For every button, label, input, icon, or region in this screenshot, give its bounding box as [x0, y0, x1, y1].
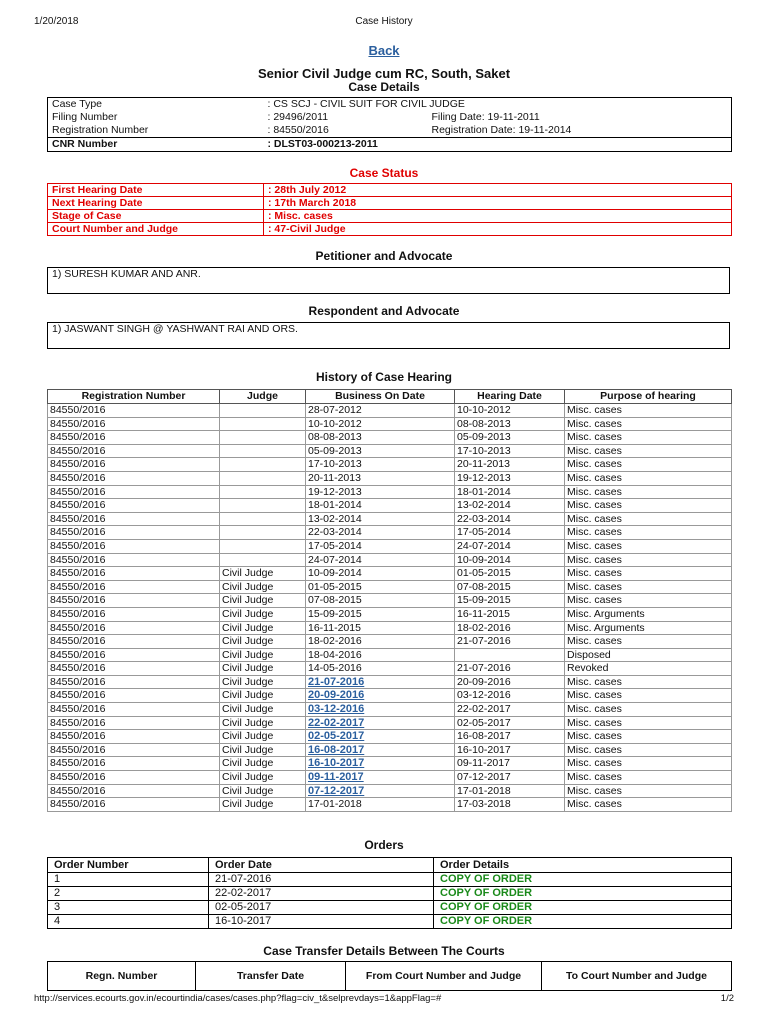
table-cell: 07-08-2015	[455, 580, 565, 594]
status-row	[48, 197, 732, 210]
table-cell: Misc. cases	[565, 499, 732, 513]
table-cell: Misc. cases	[565, 730, 732, 744]
table-cell: 19-12-2013	[306, 485, 455, 499]
table-cell: 16-10-2017	[455, 743, 565, 757]
table-cell: 15-09-2015	[306, 607, 455, 621]
table-cell: 17-01-2018	[455, 784, 565, 798]
table-cell: Misc. cases	[565, 471, 732, 485]
table-cell: 08-08-2013	[455, 417, 565, 431]
table-row	[48, 404, 732, 418]
table-cell: 84550/2016	[48, 662, 220, 676]
table-row	[48, 798, 732, 812]
table-cell: 02-05-2017	[209, 901, 434, 915]
table-cell: 84550/2016	[48, 539, 220, 553]
table-cell: Civil Judge	[220, 662, 306, 676]
table-cell: Civil Judge	[220, 716, 306, 730]
registration-number-label: Registration Number	[52, 124, 149, 136]
case-status-heading: Case Status	[349, 166, 419, 180]
table-cell: Misc. cases	[565, 635, 732, 649]
print-date: 1/20/2018	[34, 16, 79, 27]
case-type-value: : CS SCJ - CIVIL SUIT FOR CIVIL JUDGE	[267, 98, 465, 110]
business-date-link[interactable]: 21-07-2016	[306, 675, 455, 689]
table-cell: Civil Judge	[220, 607, 306, 621]
business-date-link[interactable]: 22-02-2017	[306, 716, 455, 730]
table-cell: 84550/2016	[48, 512, 220, 526]
business-date-link[interactable]: 03-12-2016	[306, 703, 455, 717]
filing-date: Filing Date: 19-11-2011	[431, 111, 540, 123]
table-cell: Civil Judge	[220, 689, 306, 703]
table-cell: Civil Judge	[220, 743, 306, 757]
table-row	[48, 662, 732, 676]
table-cell: 21-07-2016	[455, 635, 565, 649]
table-cell: 84550/2016	[48, 485, 220, 499]
table-row	[48, 526, 732, 540]
history-column-header: Hearing Date	[455, 390, 565, 404]
table-cell: 18-02-2016	[306, 635, 455, 649]
status-row	[48, 223, 732, 236]
table-cell: 07-12-2017	[455, 771, 565, 785]
table-cell	[455, 648, 565, 662]
table-cell	[220, 553, 306, 567]
table-cell: 10-09-2014	[455, 553, 565, 567]
table-cell: 16-08-2017	[455, 730, 565, 744]
table-cell: 16-11-2015	[306, 621, 455, 635]
table-cell: 18-01-2014	[306, 499, 455, 513]
table-row	[48, 607, 732, 621]
table-cell: 84550/2016	[48, 621, 220, 635]
table-cell: 84550/2016	[48, 607, 220, 621]
case-type-label: Case Type	[52, 98, 103, 110]
print-footer	[34, 993, 734, 1007]
page-number: 1/2	[720, 993, 734, 1004]
registration-date: Registration Date: 19-11-2014	[431, 124, 572, 136]
table-cell: 13-02-2014	[306, 512, 455, 526]
petitioner-box: 1) SURESH KUMAR AND ANR.	[47, 267, 730, 294]
table-cell: Misc. cases	[565, 417, 732, 431]
table-cell: 84550/2016	[48, 730, 220, 744]
table-cell: 17-03-2018	[455, 798, 565, 812]
table-cell: Civil Judge	[220, 648, 306, 662]
table-cell: 18-04-2016	[306, 648, 455, 662]
page-url: http://services.ecourts.gov.in/ecourtindia/cases/cases.php?flag=civ_t&selprevdays=1&appFlag=#	[34, 993, 442, 1004]
table-row	[48, 594, 732, 608]
table-cell: 2	[48, 887, 209, 901]
business-date-link[interactable]: 20-09-2016	[306, 689, 455, 703]
transfer-column-header: From Court Number and Judge	[346, 962, 542, 991]
transfer-column-header: Regn. Number	[48, 962, 196, 991]
table-cell: Misc. cases	[565, 594, 732, 608]
table-cell: Misc. cases	[565, 757, 732, 771]
table-row	[48, 471, 732, 485]
transfer-heading: Case Transfer Details Between The Courts	[263, 944, 505, 958]
table-row	[48, 444, 732, 458]
table-cell: 84550/2016	[48, 716, 220, 730]
status-row	[48, 210, 732, 223]
table-cell: 28-07-2012	[306, 404, 455, 418]
table-cell: Misc. cases	[565, 553, 732, 567]
table-cell: Misc. cases	[565, 539, 732, 553]
orders-table	[47, 857, 732, 929]
table-cell: Misc. cases	[565, 485, 732, 499]
history-column-header: Judge	[220, 390, 306, 404]
table-row	[48, 689, 732, 703]
table-cell: 84550/2016	[48, 458, 220, 472]
table-cell	[220, 417, 306, 431]
transfer-table	[47, 961, 732, 991]
copy-of-order-link[interactable]: COPY OF ORDER	[434, 901, 732, 915]
table-cell: Misc. cases	[565, 798, 732, 812]
table-cell: 13-02-2014	[455, 499, 565, 513]
registration-number-value: : 84550/2016	[267, 124, 329, 136]
status-label: Court Number and Judge	[48, 223, 264, 236]
orders-column-header: Order Number	[48, 858, 209, 873]
table-row	[48, 887, 732, 901]
respondent-heading: Respondent and Advocate	[308, 304, 460, 318]
table-cell: 02-05-2017	[455, 716, 565, 730]
table-cell: 84550/2016	[48, 431, 220, 445]
business-date-link[interactable]: 07-12-2017	[306, 784, 455, 798]
orders-heading: Orders	[364, 838, 404, 852]
table-cell	[220, 485, 306, 499]
table-cell: 14-05-2016	[306, 662, 455, 676]
table-cell: Revoked	[565, 662, 732, 676]
status-label: First Hearing Date	[48, 184, 264, 197]
table-cell: 10-10-2012	[306, 417, 455, 431]
table-cell: Misc. cases	[565, 567, 732, 581]
table-cell: Civil Judge	[220, 621, 306, 635]
table-cell: 05-09-2013	[306, 444, 455, 458]
status-value: : 28th July 2012	[264, 184, 732, 197]
filing-number-value: : 29496/2011	[267, 111, 329, 123]
table-cell: 84550/2016	[48, 784, 220, 798]
table-cell: Misc. cases	[565, 784, 732, 798]
table-cell: 4	[48, 915, 209, 929]
table-cell: 84550/2016	[48, 689, 220, 703]
table-cell: Civil Judge	[220, 771, 306, 785]
table-cell: 84550/2016	[48, 648, 220, 662]
transfer-column-header: Transfer Date	[196, 962, 346, 991]
table-row	[48, 499, 732, 513]
table-cell: 84550/2016	[48, 499, 220, 513]
table-row	[48, 784, 732, 798]
filing-number-label: Filing Number	[52, 111, 118, 123]
table-cell	[220, 526, 306, 540]
table-cell: Misc. Arguments	[565, 621, 732, 635]
table-row	[48, 771, 732, 785]
table-cell	[220, 404, 306, 418]
table-cell: Civil Judge	[220, 757, 306, 771]
status-value: : Misc. cases	[264, 210, 732, 223]
transfer-column-header: To Court Number and Judge	[542, 962, 732, 991]
table-cell: 22-02-2017	[209, 887, 434, 901]
table-cell: Civil Judge	[220, 580, 306, 594]
table-cell: 15-09-2015	[455, 594, 565, 608]
table-row	[48, 621, 732, 635]
table-cell: 84550/2016	[48, 703, 220, 717]
table-row	[48, 757, 732, 771]
status-label: Next Hearing Date	[48, 197, 264, 210]
table-cell: 09-11-2017	[455, 757, 565, 771]
status-row	[48, 184, 732, 197]
table-cell: 84550/2016	[48, 798, 220, 812]
table-row	[48, 580, 732, 594]
copy-of-order-link[interactable]: COPY OF ORDER	[434, 873, 732, 887]
table-row	[48, 485, 732, 499]
table-cell: 20-09-2016	[455, 675, 565, 689]
table-cell: Misc. cases	[565, 689, 732, 703]
table-cell: Misc. cases	[565, 512, 732, 526]
status-value: : 47-Civil Judge	[264, 223, 732, 236]
table-cell: 20-11-2013	[306, 471, 455, 485]
table-row	[48, 915, 732, 929]
table-cell	[220, 471, 306, 485]
table-cell: 22-03-2014	[455, 512, 565, 526]
court-name: Senior Civil Judge cum RC, South, Saket	[257, 66, 511, 81]
table-cell: Civil Judge	[220, 798, 306, 812]
table-cell: Civil Judge	[220, 675, 306, 689]
table-cell: Civil Judge	[220, 567, 306, 581]
history-table	[47, 389, 732, 812]
table-cell: 3	[48, 901, 209, 915]
table-cell: Misc. cases	[565, 743, 732, 757]
respondent-box: 1) JASWANT SINGH @ YASHWANT RAI AND ORS.	[47, 322, 730, 349]
table-cell: Civil Judge	[220, 635, 306, 649]
table-cell: 10-09-2014	[306, 567, 455, 581]
table-cell: Misc. cases	[565, 526, 732, 540]
history-column-header: Registration Number	[48, 390, 220, 404]
status-label: Stage of Case	[48, 210, 264, 223]
table-row	[48, 901, 732, 915]
table-cell: 01-05-2015	[306, 580, 455, 594]
table-cell: 84550/2016	[48, 635, 220, 649]
table-cell	[220, 512, 306, 526]
table-cell	[220, 458, 306, 472]
table-cell: 16-10-2017	[209, 915, 434, 929]
business-date-link[interactable]: 02-05-2017	[306, 730, 455, 744]
table-cell: Misc. cases	[565, 675, 732, 689]
table-row	[48, 553, 732, 567]
table-cell: Misc. cases	[565, 703, 732, 717]
table-cell: 24-07-2014	[306, 553, 455, 567]
history-column-header: Purpose of hearing	[565, 390, 732, 404]
table-cell: 08-08-2013	[306, 431, 455, 445]
table-row	[48, 512, 732, 526]
table-row	[48, 716, 732, 730]
table-cell: Misc. cases	[565, 580, 732, 594]
table-cell: 24-07-2014	[455, 539, 565, 553]
business-date-link[interactable]: 16-08-2017	[306, 743, 455, 757]
table-cell: 84550/2016	[48, 757, 220, 771]
case-details-heading: Case Details	[348, 80, 420, 94]
cnr-value: : DLST03-000213-2011	[264, 138, 732, 152]
table-row	[48, 730, 732, 744]
table-cell: 84550/2016	[48, 675, 220, 689]
table-cell: 84550/2016	[48, 404, 220, 418]
table-cell: Disposed	[565, 648, 732, 662]
table-cell: 22-02-2017	[455, 703, 565, 717]
table-cell: Misc. cases	[565, 404, 732, 418]
table-cell: 03-12-2016	[455, 689, 565, 703]
table-cell	[220, 431, 306, 445]
table-cell: 07-08-2015	[306, 594, 455, 608]
table-cell: 84550/2016	[48, 444, 220, 458]
table-cell: 18-02-2016	[455, 621, 565, 635]
table-cell: 84550/2016	[48, 417, 220, 431]
table-cell	[220, 444, 306, 458]
table-cell: 84550/2016	[48, 743, 220, 757]
table-cell: 17-05-2014	[306, 539, 455, 553]
table-cell: Misc. cases	[565, 771, 732, 785]
table-row	[48, 648, 732, 662]
table-cell: 05-09-2013	[455, 431, 565, 445]
table-cell: 17-05-2014	[455, 526, 565, 540]
table-row	[48, 431, 732, 445]
cnr-label: CNR Number	[48, 138, 264, 152]
table-row	[48, 458, 732, 472]
table-row	[48, 675, 732, 689]
table-row	[48, 873, 732, 887]
table-row	[48, 635, 732, 649]
table-cell: 21-07-2016	[455, 662, 565, 676]
print-header	[34, 16, 734, 30]
petitioner-heading: Petitioner and Advocate	[315, 249, 453, 263]
table-cell: Misc. cases	[565, 431, 732, 445]
status-value: : 17th March 2018	[264, 197, 732, 210]
table-cell: Civil Judge	[220, 784, 306, 798]
table-cell: 17-10-2013	[455, 444, 565, 458]
table-row	[48, 417, 732, 431]
table-cell: 84550/2016	[48, 771, 220, 785]
orders-column-header: Order Date	[209, 858, 434, 873]
table-cell: Misc. cases	[565, 458, 732, 472]
table-cell: 21-07-2016	[209, 873, 434, 887]
history-column-header: Business On Date	[306, 390, 455, 404]
table-cell: 1	[48, 873, 209, 887]
table-cell: Misc. cases	[565, 444, 732, 458]
table-cell: 16-11-2015	[455, 607, 565, 621]
table-cell: 17-01-2018	[306, 798, 455, 812]
table-cell	[220, 539, 306, 553]
table-cell: 84550/2016	[48, 526, 220, 540]
table-cell: Misc. Arguments	[565, 607, 732, 621]
table-cell: Civil Judge	[220, 703, 306, 717]
case-details-table	[47, 97, 732, 152]
table-cell	[220, 499, 306, 513]
table-cell: 17-10-2013	[306, 458, 455, 472]
table-cell: 10-10-2012	[455, 404, 565, 418]
table-cell: 20-11-2013	[455, 458, 565, 472]
back-link[interactable]: Back	[368, 43, 400, 58]
case-status-table	[47, 183, 732, 236]
table-cell: 84550/2016	[48, 553, 220, 567]
table-cell: 84550/2016	[48, 567, 220, 581]
copy-of-order-link[interactable]: COPY OF ORDER	[434, 915, 732, 929]
print-title: Case History	[355, 16, 413, 27]
table-cell: 22-03-2014	[306, 526, 455, 540]
table-cell: 84550/2016	[48, 471, 220, 485]
table-cell: 18-01-2014	[455, 485, 565, 499]
business-date-link[interactable]: 09-11-2017	[306, 771, 455, 785]
business-date-link[interactable]: 16-10-2017	[306, 757, 455, 771]
table-cell: Misc. cases	[565, 716, 732, 730]
table-row	[48, 703, 732, 717]
table-row	[48, 539, 732, 553]
table-cell: 84550/2016	[48, 594, 220, 608]
table-cell: 01-05-2015	[455, 567, 565, 581]
table-row	[48, 567, 732, 581]
history-heading: History of Case Hearing	[315, 370, 453, 384]
table-cell: 19-12-2013	[455, 471, 565, 485]
table-cell: 84550/2016	[48, 580, 220, 594]
table-row	[48, 743, 732, 757]
table-cell: Civil Judge	[220, 594, 306, 608]
table-cell: Civil Judge	[220, 730, 306, 744]
copy-of-order-link[interactable]: COPY OF ORDER	[434, 887, 732, 901]
orders-column-header: Order Details	[434, 858, 732, 873]
